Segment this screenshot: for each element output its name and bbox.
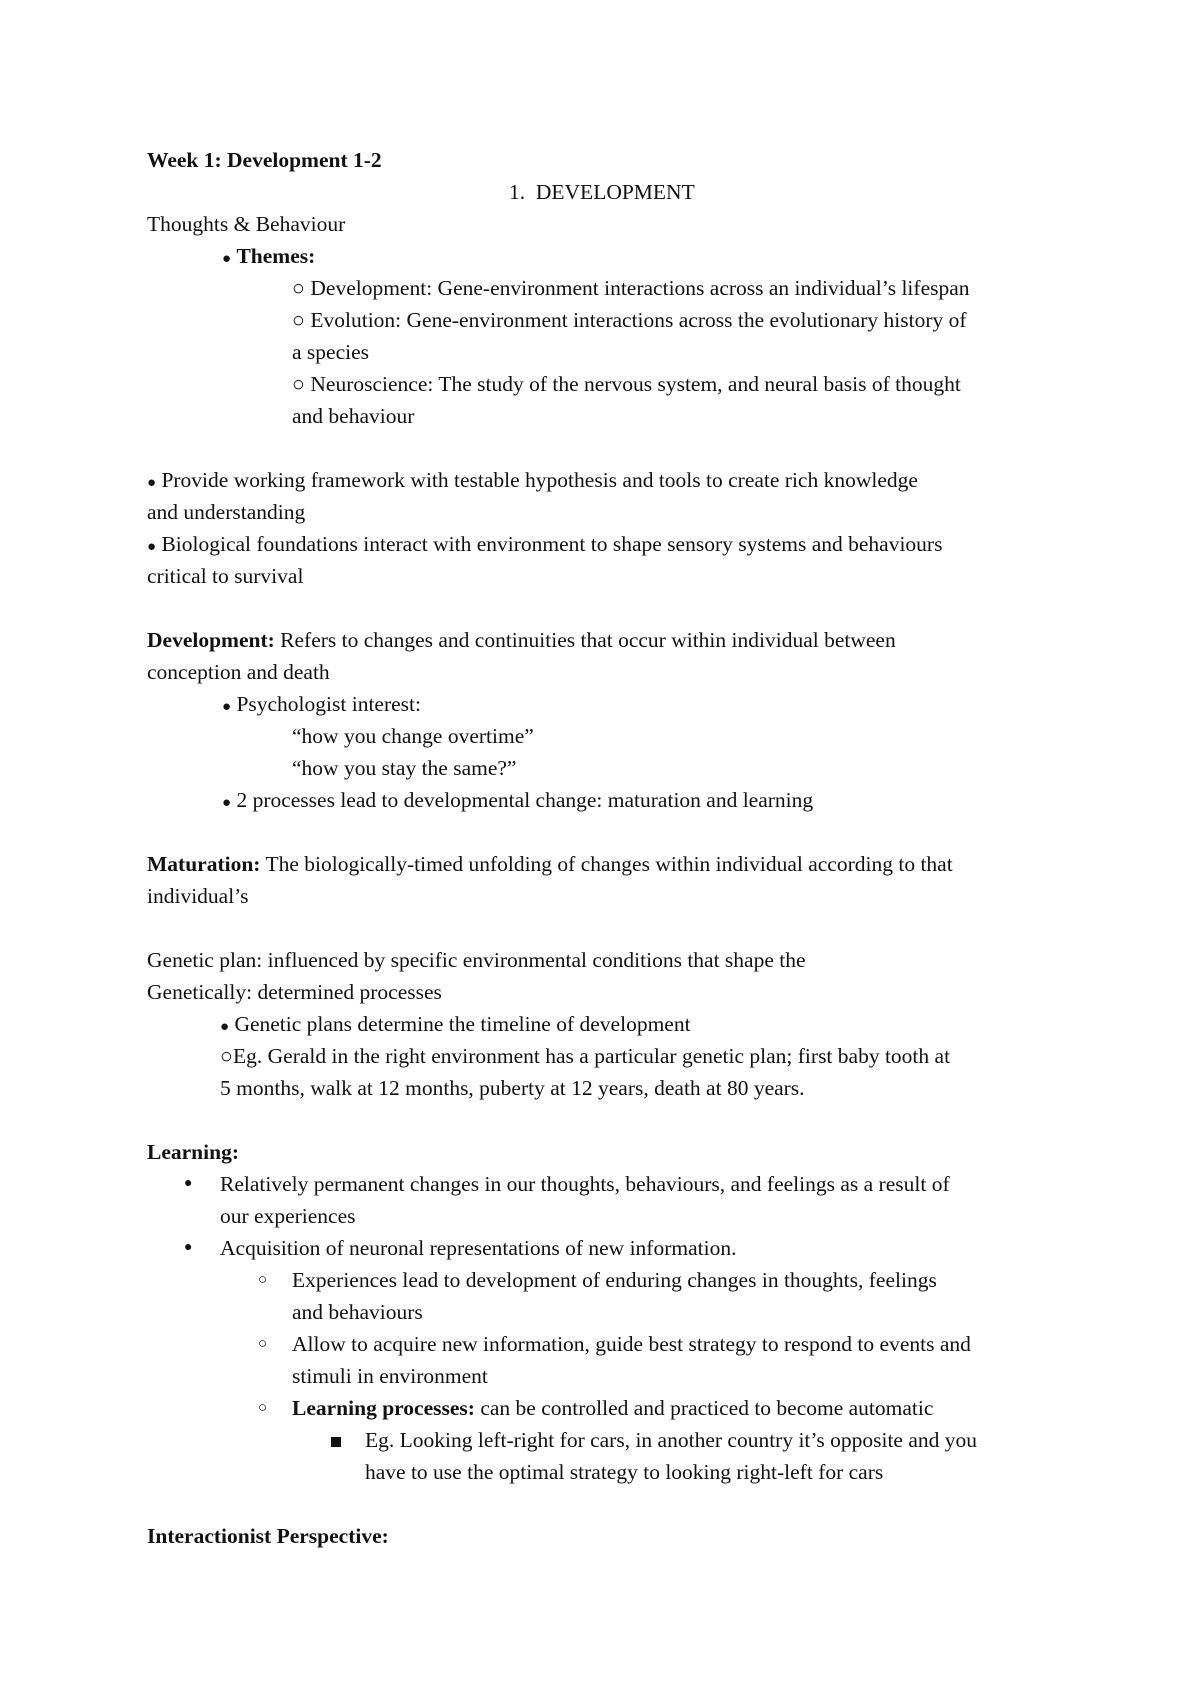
section-number: 1. [509,180,526,204]
document-title: Week 1: Development 1-2 [147,148,382,172]
maturation-def: The biologically-timed unfolding of changes within individual according to that [265,852,953,876]
bullet-icon: ● [222,699,232,715]
theme-text: Development: Gene-environment interactions across an individual’s lifespan [310,276,970,300]
hollow-circle-icon: ○ [258,1336,268,1352]
hollow-circle-icon: ○ [258,1400,268,1416]
learning-heading: Learning: [147,1140,239,1164]
intro-point-cont: and understanding [147,500,306,524]
development-def-cont: conception and death [147,660,330,684]
processes-text: 2 processes lead to developmental change: maturation and learning [236,788,814,812]
processes-item [222,784,813,819]
timeline-text: Genetic plans determine the timeline of development [234,1012,691,1036]
interest-text: Psychologist interest: [236,692,421,716]
learning-sub-3 [292,1392,933,1424]
circle-icon: ○ [220,1044,233,1068]
quote-same: “how you stay the same?” [292,756,517,780]
circle-icon: ○ [292,308,305,332]
interactionist-heading: Interactionist Perspective: [147,1524,389,1548]
bullet-icon: ● [147,539,157,555]
learning-item-1-cont: our experiences [220,1204,356,1228]
learning-sub-2: Allow to acquire new information, guide best strategy to respond to events and [292,1332,971,1356]
maturation-term: Maturation: [147,852,261,876]
circle-icon: ○ [292,276,305,300]
learning-sub-1-cont: and behaviours [292,1300,423,1324]
theme-text: Neuroscience: The study of the nervous system, and neural basis of thought [310,372,961,396]
intro-heading: Thoughts & Behaviour [147,212,346,236]
themes-item [222,240,315,275]
bullet-icon: ● [147,475,157,491]
learning-item-1: Relatively permanent changes in our thoughts, behaviours, and feelings as a result of [220,1172,950,1196]
theme-evolution [292,304,967,336]
genetic-timeline [220,1008,691,1043]
intro-point-cont: critical to survival [147,564,304,588]
theme-neuroscience-cont: and behaviour [292,404,415,428]
bullet-icon: ● [222,795,232,811]
genetically: Genetically: determined processes [147,980,442,1004]
development-def: Refers to changes and continuities that occur within individual between [280,628,896,652]
hollow-circle-icon: ○ [258,1272,268,1288]
example-text: Eg. Gerald in the right environment has a particular genetic plan; first baby tooth at [233,1044,951,1068]
circle-icon: ○ [292,372,305,396]
learning-sub-1: Experiences lead to development of enduring changes in thoughts, feelings [292,1268,937,1292]
genetic-plan: Genetic plan: influenced by specific environmental conditions that shape the [147,948,806,972]
development-term: Development: [147,628,275,652]
theme-neuroscience [292,368,961,400]
learning-subsub-cont: have to use the optimal strategy to looking right-left for cars [365,1460,884,1484]
learning-item-2: Acquisition of neuronal representations of new information. [220,1236,737,1260]
theme-development [292,272,970,304]
learning-processes-text: can be controlled and practiced to become automatic [480,1396,934,1420]
bullet-icon: ● [184,1240,193,1255]
maturation-def-cont: individual’s [147,884,249,908]
intro-point [147,528,942,563]
bullet-icon: ● [222,251,232,267]
development-definition [147,624,896,656]
gerald-example [220,1040,950,1072]
point-text: Provide working framework with testable hypothesis and tools to create rich knowledge [161,468,918,492]
quote-change: “how you change overtime” [292,724,534,748]
intro-point [147,464,918,499]
maturation-definition [147,848,953,880]
square-bullet-icon [331,1424,341,1456]
section-heading [509,176,695,208]
bullet-icon: ● [184,1176,193,1191]
point-text: Biological foundations interact with environment to shape sensory systems and behaviours [161,532,943,556]
theme-evolution-cont: a species [292,340,370,364]
learning-subsub: Eg. Looking left-right for cars, in another country it’s opposite and you [365,1428,978,1452]
theme-text: Evolution: Gene-environment interactions across the evolutionary history of [310,308,967,332]
themes-label: Themes: [236,244,316,268]
section-title: DEVELOPMENT [535,180,695,204]
gerald-example-cont: 5 months, walk at 12 months, puberty at 12 years, death at 80 years. [220,1076,805,1100]
learning-sub-2-cont: stimuli in environment [292,1364,488,1388]
learning-processes-term: Learning processes: [292,1396,475,1420]
bullet-icon: ● [220,1019,230,1035]
psychologist-interest [222,688,421,723]
